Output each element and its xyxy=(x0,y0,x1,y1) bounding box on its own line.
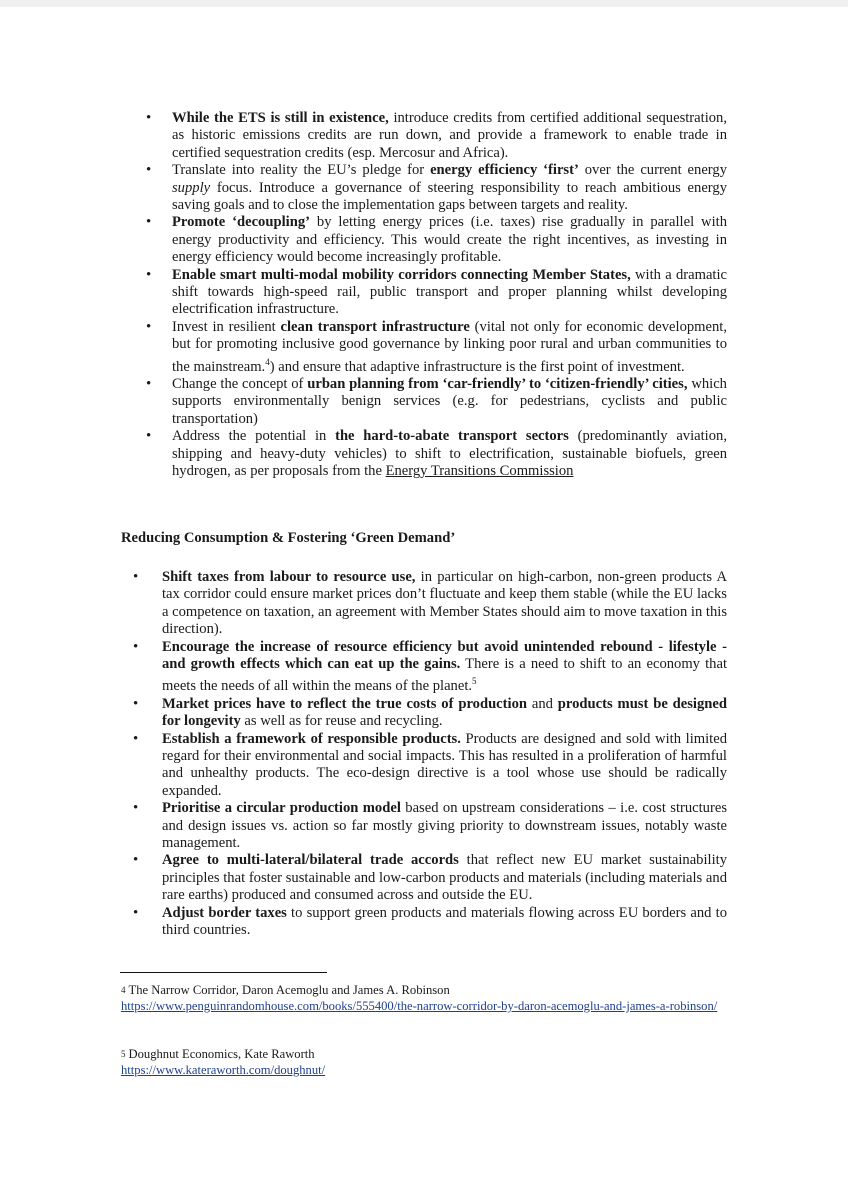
list-item: • Market prices have to reflect the true costs of production and products must be designed for longevity as well as for reuse and recycling. xyxy=(162,696,727,731)
consumption-bullet-list xyxy=(162,569,727,939)
footnote-link[interactable]: https://www.kateraworth.com/doughnut/ xyxy=(121,1063,326,1077)
list-item: • Promote ‘decoupling’ by letting energy prices (i.e. taxes) rise gradually in parallel with energy productivity and efficiency. This would create the right incentives, as investing in energy efficiency would become increasingly profitable. xyxy=(172,214,727,266)
energy-transitions-commission-link[interactable]: Energy Transitions Commission xyxy=(385,462,574,479)
footnote-number: 4 xyxy=(121,985,126,995)
list-item: • Address the potential in the hard-to-abate transport sectors (predominantly aviation, shipping and heavy-duty vehicles) to shift to electrification, sustainable biofuels, green hydrogen, as per proposals from the Energy Transitions Commission xyxy=(172,428,727,480)
list-item: • Enable smart multi-modal mobility corridors connecting Member States, with a dramatic shift towards high-speed rail, public transport and proper planning whilst developing electrification infrastructure. xyxy=(172,267,727,319)
list-item: • While the ETS is still in existence, introduce credits from certified additional sequestration, as historic emissions credits are run down, and provide a framework to enable trade in certified sequestration credits (esp. Mercosur and Africa). xyxy=(172,110,727,162)
transport-energy-bullet-list xyxy=(172,110,727,480)
footnote-link[interactable]: https://www.penguinrandomhouse.com/books/555400/the-narrow-corridor-by-daron-acemoglu-and-james-a-robinson/ xyxy=(121,999,718,1013)
footnote-text: The Narrow Corridor, Daron Acemoglu and James A. Robinson xyxy=(128,983,450,997)
list-item: • Translate into reality the EU’s pledge for energy efficiency ‘first’ over the current energy supply focus. Introduce a governance of steering responsibility to reach ambitious energy saving goals and to close the implementation gaps between targets and reality. xyxy=(172,162,727,214)
list-item: • Shift taxes from labour to resource use, in particular on high-carbon, non-green products A tax corridor could ensure market prices don’t fluctuate and keep them stable (while the EU lacks a competence on taxation, an agreement with Member States should aim to move taxation in this direction). xyxy=(162,569,727,639)
list-item: • Agree to multi-lateral/bilateral trade accords that reflect new EU market sustainability principles that foster sustainable and low-carbon products and materials (including materials and rare earths) produced and consumed across and outside the EU. xyxy=(162,852,727,904)
list-item: • Prioritise a circular production model based on upstream considerations – i.e. cost structures and design issues vs. action so far mostly giving priority to downstream issues, notably waste management. xyxy=(162,800,727,852)
footnote-5 xyxy=(121,1046,741,1078)
footnote-ref-4: 4 xyxy=(265,356,270,367)
footnote-divider xyxy=(120,972,327,973)
list-item: • Establish a framework of responsible products. Products are designed and sold with limited regard for their environmental and social impacts. This has resulted in a proliferation of harmful and unhealthy products. The eco-design directive is a tool whose use should be radically expanded. xyxy=(162,731,727,801)
footnote-ref-5: 5 xyxy=(472,676,477,687)
footnote-text: Doughnut Economics, Kate Raworth xyxy=(128,1047,315,1061)
list-item: • Invest in resilient clean transport infrastructure (vital not only for economic development, but for promoting inclusive good governance by linking poor rural and urban communities to the mainstream.$^4$) and ensure that adaptive infrastructure is the first point of investment. xyxy=(172,319,727,376)
section-heading: Reducing Consumption & Fostering ‘Green Demand’ xyxy=(121,530,456,546)
list-item: • Change the concept of urban planning from ‘car-friendly’ to ‘citizen-friendly’ cities, which supports environmentally benign services (e.g. for pedestrians, cyclists and public transportation) xyxy=(172,376,727,428)
footnote-number: 5 xyxy=(121,1049,126,1059)
list-item: • Encourage the increase of resource efficiency but avoid unintended rebound - lifestyle - and growth effects which can eat up the gains. There is a need to shift to an economy that meets the needs of all within the means of the planet.$^5$ xyxy=(162,639,727,696)
footnote-4 xyxy=(121,982,741,1014)
list-item: • Adjust border taxes to support green products and materials flowing across EU borders and to third countries. xyxy=(162,905,727,940)
